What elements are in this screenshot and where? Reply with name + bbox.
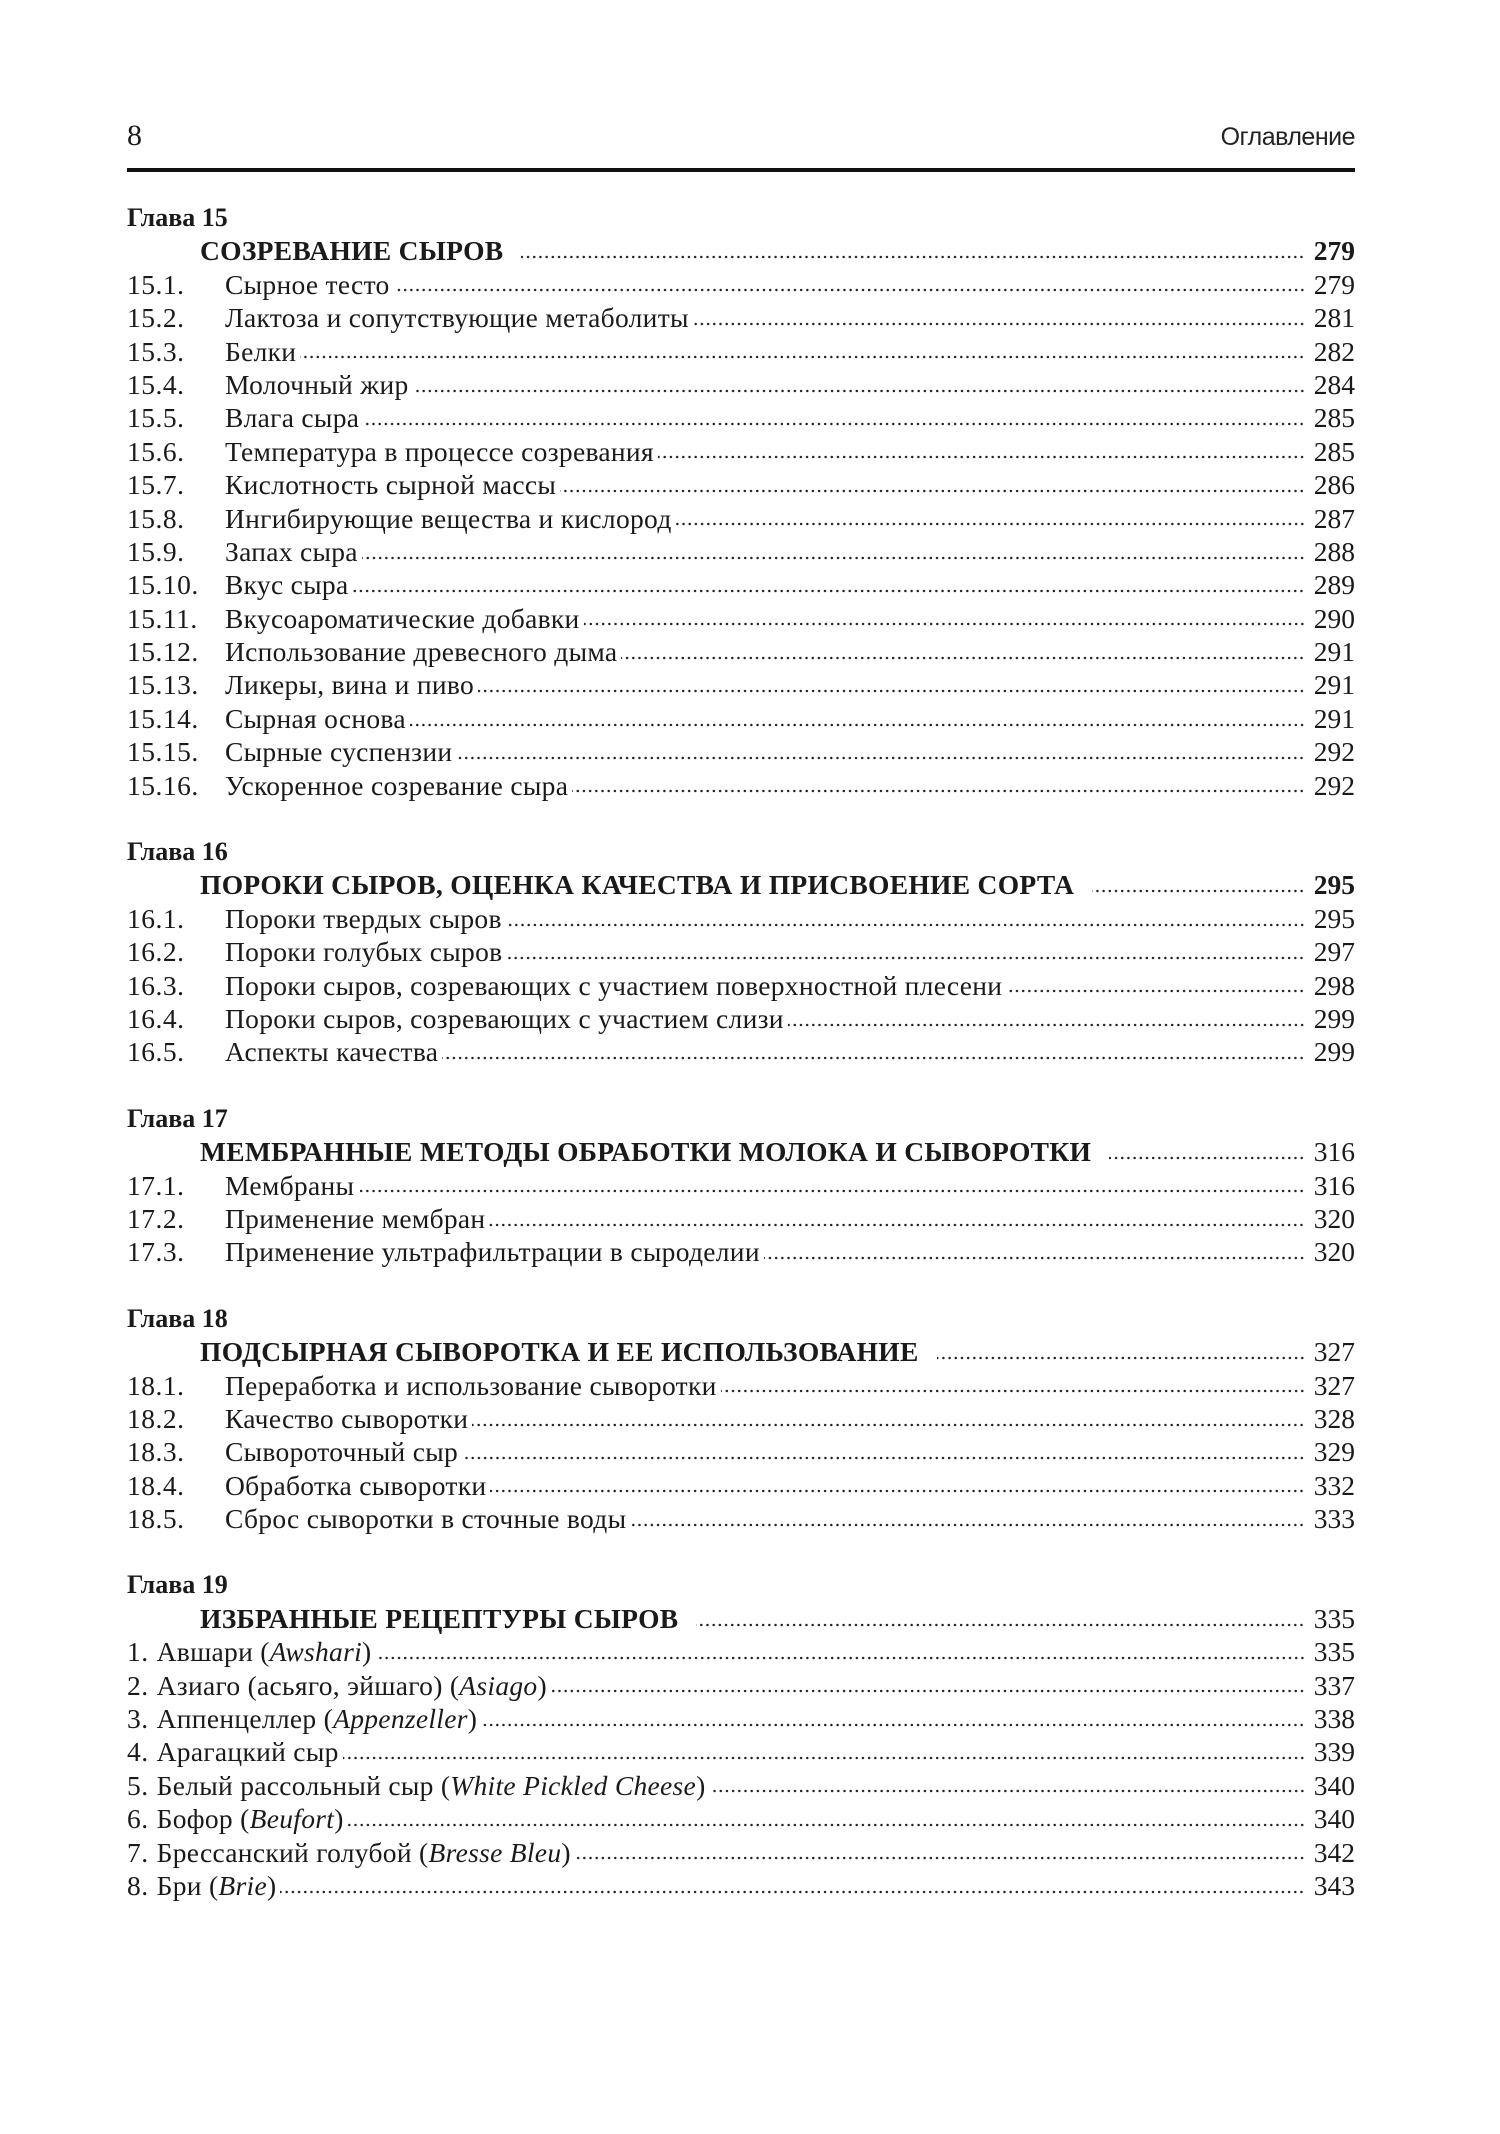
page-number: 8 — [127, 119, 142, 152]
chapter-label: Глава 15 — [127, 203, 228, 232]
entry-number: 17.3. — [127, 1236, 185, 1268]
entry-title: Бофор (Beufort) — [156, 1803, 344, 1835]
dot-leader — [1006, 986, 1305, 996]
section-entry[interactable] — [127, 935, 1355, 968]
toc-chapter — [127, 1102, 1355, 1269]
toc-chapter — [127, 1568, 1355, 1902]
entry-page-ref: 329 — [1313, 1436, 1355, 1468]
entry-number: 15.7. — [127, 469, 185, 501]
entry-title: Сывороточный сыр — [225, 1436, 459, 1468]
section-entry[interactable] — [127, 1435, 1355, 1468]
entry-title-latin: Asiago — [459, 1669, 538, 1701]
chapter-page-ref: 316 — [1313, 1136, 1355, 1168]
entry-number: 2. — [127, 1669, 149, 1701]
entry-number: 18.5. — [127, 1503, 185, 1535]
entry-title: Применение мембран — [225, 1202, 486, 1234]
recipe-entry[interactable] — [127, 1702, 1355, 1735]
dot-leader — [462, 1453, 1305, 1463]
entry-number: 17.2. — [127, 1202, 185, 1234]
entry-page-ref: 282 — [1313, 335, 1355, 367]
chapter-title: ПОДСЫРНАЯ СЫВОРОТКА И ЕЕ ИСПОЛЬЗОВАНИЕ — [200, 1336, 919, 1368]
entry-title: Бри (Brie) — [156, 1869, 277, 1901]
entry-number: 8. — [127, 1869, 149, 1901]
entry-page-ref: 338 — [1313, 1703, 1355, 1735]
entry-page-ref: 333 — [1313, 1503, 1355, 1535]
entry-page-ref: 343 — [1313, 1869, 1355, 1901]
entry-title: Сырные суспензии — [225, 736, 453, 768]
header-rule — [127, 168, 1355, 172]
entry-page-ref: 298 — [1313, 969, 1355, 1001]
entry-number: 4. — [127, 1736, 149, 1768]
entry-number: 15.3. — [127, 335, 185, 367]
entry-title: Молочный жир — [225, 368, 409, 400]
entry-title: Влага сыра — [225, 402, 360, 434]
recipe-entry[interactable] — [127, 1735, 1355, 1768]
entry-number: 6. — [127, 1803, 149, 1835]
dot-leader — [506, 953, 1305, 963]
dot-leader — [710, 1786, 1305, 1796]
entry-page-ref: 291 — [1313, 636, 1355, 668]
entry-number: 15.10. — [127, 569, 199, 601]
entry-number: 15.16. — [127, 769, 199, 801]
entry-title: Мембраны — [225, 1169, 355, 1201]
table-of-contents — [127, 201, 1355, 1935]
dot-leader — [575, 1853, 1305, 1863]
entry-number: 18.2. — [127, 1402, 185, 1434]
dot-leader — [572, 786, 1305, 796]
chapter-title: ПОРОКИ СЫРОВ, ОЦЕНКА КАЧЕСТВА И ПРИСВОЕНИЕ СОРТА — [200, 869, 1075, 901]
chapter-title-entry[interactable] — [127, 1135, 1355, 1168]
section-entry[interactable] — [127, 502, 1355, 535]
entry-number: 15.6. — [127, 435, 185, 467]
dot-leader — [1092, 886, 1305, 896]
entry-page-ref: 281 — [1313, 302, 1355, 334]
section-entry[interactable] — [127, 735, 1355, 768]
dot-leader — [481, 1720, 1305, 1730]
entry-title: Ингибирующие вещества и кислород — [225, 502, 672, 534]
entry-page-ref: 316 — [1313, 1169, 1355, 1201]
chapter-label-row — [127, 201, 1355, 234]
section-entry[interactable] — [127, 301, 1355, 334]
dot-leader — [456, 753, 1305, 763]
dot-leader — [584, 619, 1305, 629]
dot-leader — [521, 252, 1305, 262]
entry-title: Пороки сыров, созревающих с участием поверхностной плесени — [225, 969, 1003, 1001]
entry-page-ref: 284 — [1313, 368, 1355, 400]
entry-title: Сырное тесто — [225, 268, 390, 300]
entry-title: Сырная основа — [225, 702, 406, 734]
dot-leader — [376, 1653, 1306, 1663]
dot-leader — [280, 1887, 1305, 1897]
recipe-entry[interactable] — [127, 1769, 1355, 1802]
entry-page-ref: 342 — [1313, 1836, 1355, 1868]
entry-page-ref: 332 — [1313, 1469, 1355, 1501]
section-entry[interactable] — [127, 335, 1355, 368]
recipe-entry[interactable] — [127, 1635, 1355, 1668]
entry-page-ref: 287 — [1313, 502, 1355, 534]
chapter-title-entry[interactable] — [127, 1602, 1355, 1635]
dot-leader — [362, 553, 1305, 563]
entry-title: Качество сыворотки — [225, 1402, 469, 1434]
dot-leader — [630, 1520, 1305, 1530]
dot-leader — [621, 653, 1305, 663]
toc-chapter — [127, 835, 1355, 1069]
dot-leader — [472, 1420, 1305, 1430]
entry-page-ref: 285 — [1313, 435, 1355, 467]
chapter-label: Глава 17 — [127, 1103, 228, 1133]
recipe-entry[interactable] — [127, 1669, 1355, 1702]
dot-leader — [696, 1620, 1305, 1630]
entry-title: Пороки голубых сыров — [225, 936, 503, 968]
entry-page-ref: 299 — [1313, 1036, 1355, 1068]
entry-number: 18.3. — [127, 1436, 185, 1468]
entry-title: Переработка и использование сыворотки — [225, 1369, 717, 1401]
dot-leader — [693, 319, 1305, 329]
section-entry[interactable] — [127, 1369, 1355, 1402]
entry-title: Обработка сыворотки — [225, 1469, 487, 1501]
recipe-entry[interactable] — [127, 1836, 1355, 1869]
entry-number: 17.1. — [127, 1169, 185, 1201]
entry-title: Пороки твердых сыров — [225, 902, 502, 934]
section-entry[interactable] — [127, 1502, 1355, 1535]
dot-leader — [658, 452, 1305, 462]
entry-number: 16.2. — [127, 936, 185, 968]
entry-title: Белый рассольный сыр (White Pickled Cheese) — [156, 1769, 706, 1801]
entry-page-ref: 327 — [1313, 1369, 1355, 1401]
entry-title: Применение ультрафильтрации в сыроделии — [225, 1236, 760, 1268]
entry-title: Ускоренное созревание сыра — [225, 769, 569, 801]
entry-number: 15.15. — [127, 736, 199, 768]
entry-title: Азиаго (асьяго, эйшаго) (Asiago) — [156, 1669, 547, 1701]
dot-leader — [490, 1486, 1305, 1496]
dot-leader — [1109, 1153, 1305, 1163]
chapter-title-entry[interactable] — [127, 1335, 1355, 1368]
entry-number: 16.3. — [127, 969, 185, 1001]
entry-number: 15.13. — [127, 669, 199, 701]
entry-title: Вкус сыра — [225, 569, 349, 601]
entry-page-ref: 339 — [1313, 1736, 1355, 1768]
entry-page-ref: 292 — [1313, 736, 1355, 768]
entry-page-ref: 290 — [1313, 602, 1355, 634]
entry-number: 3. — [127, 1703, 149, 1735]
entry-title: Температура в процессе созревания — [225, 435, 654, 467]
section-entry[interactable] — [127, 1202, 1355, 1235]
chapter-label-row — [127, 1102, 1355, 1135]
dot-leader — [363, 419, 1305, 429]
dot-leader — [721, 1386, 1305, 1396]
entry-title: Авшари (Awshari) — [156, 1636, 372, 1668]
entry-title-latin: Bresse Bleu — [428, 1836, 562, 1868]
section-entry[interactable] — [127, 635, 1355, 668]
dot-leader — [676, 519, 1305, 529]
chapter-page-ref: 327 — [1313, 1336, 1355, 1368]
section-entry[interactable] — [127, 668, 1355, 701]
dot-leader — [788, 1020, 1305, 1030]
section-entry[interactable] — [127, 1235, 1355, 1268]
chapter-label-row — [127, 1302, 1355, 1335]
entry-title-latin: Appenzeller — [333, 1703, 468, 1735]
toc-chapter — [127, 1302, 1355, 1536]
dot-leader — [352, 586, 1305, 596]
entry-page-ref: 340 — [1313, 1803, 1355, 1835]
entry-page-ref: 279 — [1313, 268, 1355, 300]
section-entry[interactable] — [127, 902, 1355, 935]
chapter-label: Глава 19 — [127, 1570, 228, 1600]
entry-title: Лактоза и сопутствующие метаболиты — [225, 302, 689, 334]
entry-number: 15.1. — [127, 268, 185, 300]
entry-number: 18.1. — [127, 1369, 185, 1401]
dot-leader — [489, 1220, 1305, 1230]
chapter-title: СОЗРЕВАНИЕ СЫРОВ — [200, 235, 504, 267]
entry-number: 5. — [127, 1769, 149, 1801]
entry-page-ref: 299 — [1313, 1002, 1355, 1034]
section-entry[interactable] — [127, 368, 1355, 401]
entry-number: 16.5. — [127, 1036, 185, 1068]
dot-leader — [442, 1053, 1305, 1063]
entry-number: 15.5. — [127, 402, 185, 434]
entry-number: 16.4. — [127, 1002, 185, 1034]
entry-title: Аппенцеллер (Appenzeller) — [156, 1703, 478, 1735]
dot-leader — [560, 486, 1305, 496]
entry-page-ref: 289 — [1313, 569, 1355, 601]
recipe-entry[interactable] — [127, 1802, 1355, 1835]
section-entry[interactable] — [127, 769, 1355, 802]
section-entry[interactable] — [127, 602, 1355, 635]
entry-number: 15.12. — [127, 636, 199, 668]
entry-title: Запах сыра — [225, 535, 358, 567]
entry-title: Ликеры, вина и пиво — [225, 669, 474, 701]
entry-number: 7. — [127, 1836, 149, 1868]
recipe-entry[interactable] — [127, 1869, 1355, 1902]
chapter-page-ref: 295 — [1313, 869, 1355, 901]
entry-title: Брессанский голубой (Bresse Bleu) — [156, 1836, 571, 1868]
section-entry[interactable] — [127, 568, 1355, 601]
entry-page-ref: 320 — [1313, 1202, 1355, 1234]
dot-leader — [551, 1686, 1305, 1696]
chapter-title-entry[interactable] — [127, 868, 1355, 901]
chapter-label-row — [127, 835, 1355, 868]
section-entry[interactable] — [127, 1469, 1355, 1502]
dot-leader — [506, 920, 1305, 930]
entry-page-ref: 297 — [1313, 936, 1355, 968]
dot-leader — [300, 352, 1305, 362]
entry-page-ref: 320 — [1313, 1236, 1355, 1268]
section-entry[interactable] — [127, 1402, 1355, 1435]
section-entry[interactable] — [127, 969, 1355, 1002]
section-entry[interactable] — [127, 435, 1355, 468]
dot-leader — [764, 1253, 1305, 1263]
entry-title: Арагацкий сыр — [156, 1736, 339, 1768]
entry-page-ref: 286 — [1313, 469, 1355, 501]
chapter-label: Глава 16 — [127, 837, 228, 867]
entry-number: 15.14. — [127, 702, 199, 734]
dot-leader — [348, 1820, 1305, 1830]
entry-number: 15.2. — [127, 302, 185, 334]
entry-number: 15.11. — [127, 602, 198, 634]
dot-leader — [937, 1353, 1305, 1363]
dot-leader — [343, 1753, 1305, 1763]
chapter-label: Глава 18 — [127, 1303, 228, 1333]
dot-leader — [394, 285, 1305, 295]
entry-title: Использование древесного дыма — [225, 636, 618, 668]
entry-number: 15.4. — [127, 368, 185, 400]
chapter-page-ref: 279 — [1313, 235, 1355, 267]
entry-title: Белки — [225, 335, 297, 367]
entry-page-ref: 292 — [1313, 769, 1355, 801]
entry-page-ref: 340 — [1313, 1769, 1355, 1801]
entry-page-ref: 335 — [1313, 1636, 1355, 1668]
chapter-title: ИЗБРАННЫЕ РЕЦЕПТУРЫ СЫРОВ — [200, 1602, 679, 1634]
chapter-page-ref: 335 — [1313, 1602, 1355, 1634]
entry-number: 18.4. — [127, 1469, 185, 1501]
chapter-label-row — [127, 1568, 1355, 1601]
entry-title-latin: White Pickled Cheese — [450, 1769, 697, 1801]
section-entry[interactable] — [127, 1035, 1355, 1068]
entry-page-ref: 291 — [1313, 702, 1355, 734]
entry-page-ref: 291 — [1313, 669, 1355, 701]
running-head-title: Оглавление — [1220, 123, 1355, 151]
dot-leader — [410, 720, 1305, 730]
entry-title: Вкусоароматические добавки — [225, 602, 580, 634]
entry-page-ref: 295 — [1313, 902, 1355, 934]
entry-page-ref: 288 — [1313, 535, 1355, 567]
section-entry[interactable] — [127, 401, 1355, 434]
toc-chapter — [127, 201, 1355, 802]
entry-number: 15.9. — [127, 535, 185, 567]
entry-title: Аспекты качества — [225, 1036, 439, 1068]
entry-title-latin: Awshari — [269, 1636, 363, 1668]
entry-number: 15.8. — [127, 502, 185, 534]
entry-title-latin: Beufort — [249, 1803, 335, 1835]
entry-title: Кислотность сырной массы — [225, 469, 557, 501]
section-entry[interactable] — [127, 268, 1355, 301]
entry-title: Сброс сыворотки в сточные воды — [225, 1503, 627, 1535]
entry-page-ref: 328 — [1313, 1402, 1355, 1434]
section-entry[interactable] — [127, 468, 1355, 501]
entry-title: Пороки сыров, созревающих с участием слизи — [225, 1002, 784, 1034]
entry-page-ref: 285 — [1313, 402, 1355, 434]
chapter-title-entry[interactable] — [127, 234, 1355, 267]
chapter-title: МЕМБРАННЫЕ МЕТОДЫ ОБРАБОТКИ МОЛОКА И СЫВОРОТКИ — [200, 1136, 1092, 1168]
entry-number: 16.1. — [127, 902, 185, 934]
section-entry[interactable] — [127, 535, 1355, 568]
section-entry[interactable] — [127, 1169, 1355, 1202]
section-entry[interactable] — [127, 1002, 1355, 1035]
entry-number: 1. — [127, 1636, 149, 1668]
dot-leader — [413, 386, 1305, 396]
entry-title-latin: Brie — [218, 1869, 267, 1901]
running-head — [127, 118, 1355, 158]
dot-leader — [478, 686, 1305, 696]
section-entry[interactable] — [127, 702, 1355, 735]
entry-page-ref: 337 — [1313, 1669, 1355, 1701]
dot-leader — [358, 1186, 1305, 1196]
